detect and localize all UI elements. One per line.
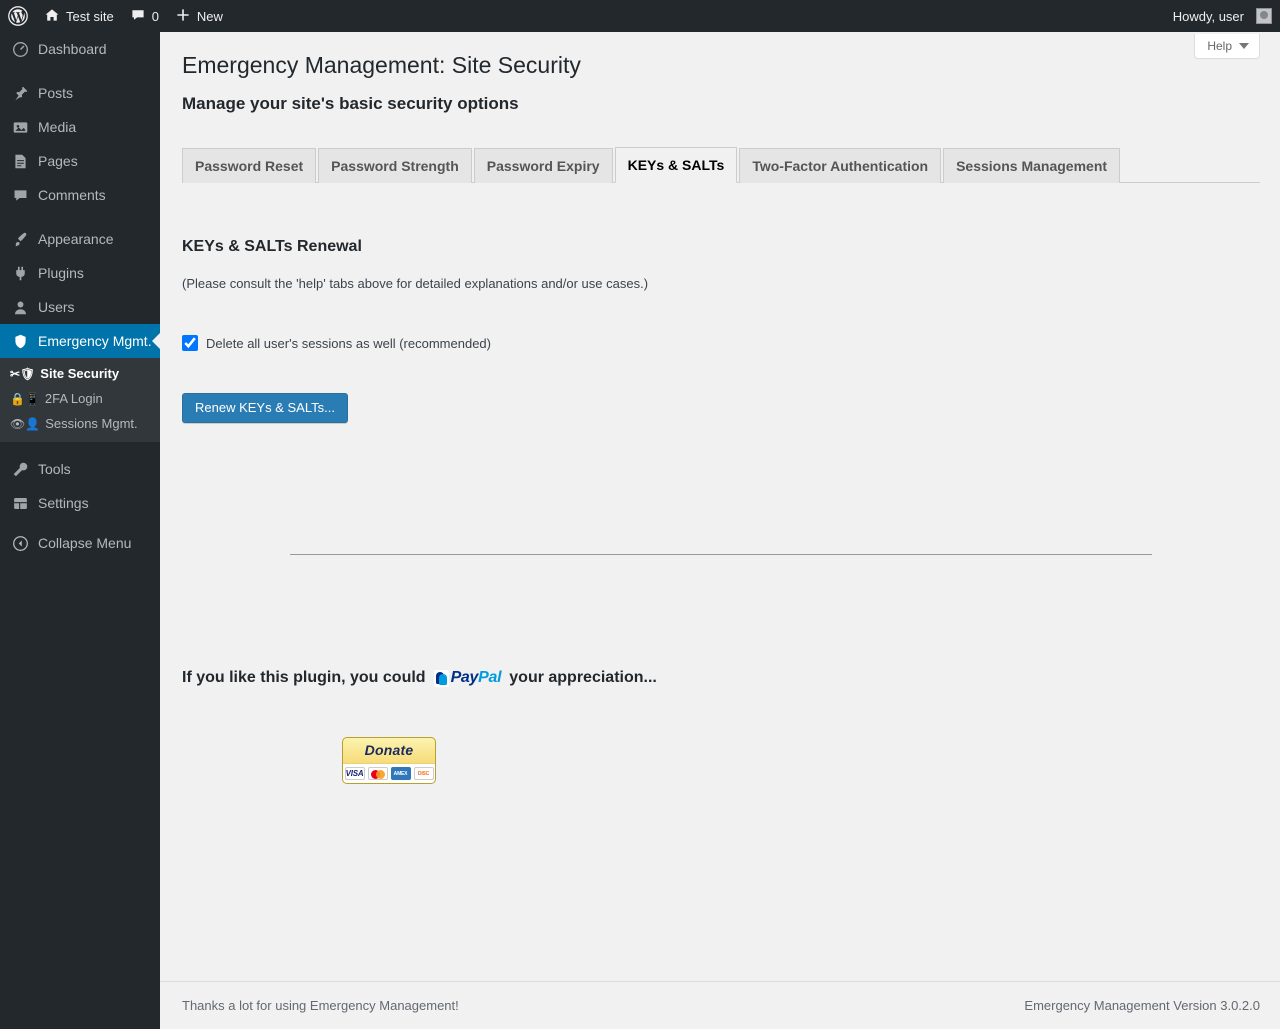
sidebar-item-label: Dashboard <box>38 41 107 57</box>
admin-sidebar <box>0 32 160 1029</box>
paypal-wordmark: PayPal <box>450 669 502 686</box>
scissors-shield-icon: ✂🛡 <box>10 366 36 381</box>
amex-card-icon: AMEX <box>391 767 411 780</box>
sidebar-subitem-label: 2FA Login <box>44 391 103 406</box>
page-icon <box>10 151 30 171</box>
howdy-label: Howdy, user <box>1172 8 1244 24</box>
sidebar-subitem-sessions-mgmt[interactable] <box>0 411 160 436</box>
paypal-logo-icon <box>434 669 502 687</box>
dashboard-icon <box>10 39 30 59</box>
tab-password-reset[interactable]: Password Reset <box>182 148 316 183</box>
comments-count: 0 <box>151 8 159 24</box>
wordpress-logo-icon <box>8 6 28 26</box>
page-title: Emergency Management: Site Security <box>182 52 581 78</box>
menu-separator <box>0 66 160 76</box>
admin-footer <box>160 981 1280 1029</box>
sidebar-item-plugins[interactable] <box>0 256 160 290</box>
sidebar-item-pages[interactable] <box>0 144 160 178</box>
sidebar-subitem-label: Sessions Mgmt. <box>45 416 138 431</box>
collapse-menu-label: Collapse Menu <box>38 535 132 551</box>
donation-text-before: If you like this plugin, you could <box>182 669 426 686</box>
sidebar-item-label: Posts <box>38 85 74 101</box>
sidebar-item-label: Media <box>38 119 77 135</box>
main-content <box>160 32 1280 1029</box>
comment-bubble-icon <box>10 185 30 205</box>
mastercard-card-icon <box>368 767 388 780</box>
sidebar-item-dashboard[interactable] <box>0 32 160 66</box>
tab-two-factor-authentication[interactable]: Two-Factor Authentication <box>739 148 941 183</box>
sidebar-item-label: Users <box>38 299 75 315</box>
tab-keys-salts[interactable]: KEYs & SALTs <box>615 147 738 183</box>
tab-password-expiry[interactable]: Password Expiry <box>474 148 613 183</box>
site-name-label: Test site <box>66 8 114 24</box>
sidebar-item-label: Pages <box>38 153 78 169</box>
sidebar-item-label: Appearance <box>38 231 114 247</box>
sidebar-subitem-site-security[interactable] <box>0 361 160 386</box>
plus-icon <box>175 7 191 26</box>
sidebar-item-posts[interactable] <box>0 76 160 110</box>
chevron-left-icon <box>10 533 30 553</box>
panel-heading: KEYs & SALTs Renewal <box>182 238 362 255</box>
pin-icon <box>10 83 30 103</box>
settings-icon <box>10 493 30 513</box>
sidebar-item-appearance[interactable] <box>0 222 160 256</box>
wordpress-logo-button[interactable] <box>0 0 36 32</box>
footer-version: Emergency Management Version 3.0.2.0 <box>1024 998 1260 1013</box>
menu-separator <box>0 212 160 222</box>
sidebar-subitem-2fa-login[interactable] <box>0 386 160 411</box>
eye-user-icon: 👁👤 <box>10 416 41 431</box>
home-icon <box>44 7 60 26</box>
menu-separator <box>0 442 160 452</box>
renew-keys-salts-button[interactable]: Renew KEYs & SALTs... <box>182 393 348 423</box>
page-subtitle: Manage your site's basic security options <box>182 94 519 113</box>
delete-sessions-checkbox[interactable] <box>182 335 198 351</box>
paypal-mark-icon <box>434 670 449 687</box>
sidebar-item-label: Settings <box>38 495 89 511</box>
comment-bubble-icon <box>130 7 146 26</box>
keys-salts-panel <box>160 183 1280 423</box>
donation-text <box>182 669 657 687</box>
sidebar-item-comments[interactable] <box>0 178 160 212</box>
chevron-down-icon <box>1239 39 1249 53</box>
sidebar-item-label: Comments <box>38 187 106 203</box>
panel-note: (Please consult the 'help' tabs above for detailed explanations and/or use cases.) <box>182 276 649 291</box>
donate-button-label: Donate <box>364 742 414 758</box>
user-icon <box>10 297 30 317</box>
visa-card-icon: VISA <box>345 769 364 778</box>
sidebar-item-label: Plugins <box>38 265 84 281</box>
donation-text-after: your appreciation... <box>509 669 657 686</box>
delete-sessions-label: Delete all user's sessions as well (recommended) <box>206 335 491 351</box>
delete-sessions-row <box>182 335 1258 351</box>
footer-thanks: Thanks a lot for using Emergency Management! <box>182 998 459 1013</box>
section-divider <box>290 554 1152 555</box>
new-content-button[interactable] <box>167 0 231 32</box>
sidebar-item-settings[interactable] <box>0 486 160 520</box>
tab-sessions-management[interactable]: Sessions Management <box>943 148 1120 183</box>
paypal-donate-button[interactable] <box>342 737 436 784</box>
sidebar-item-media[interactable] <box>0 110 160 144</box>
sidebar-item-label: Tools <box>38 461 71 477</box>
tab-password-strength[interactable]: Password Strength <box>318 148 472 183</box>
help-tab-label: Help <box>1207 39 1232 53</box>
sidebar-submenu-emergency-mgmt <box>0 358 160 442</box>
sidebar-item-label: Emergency Mgmt. <box>38 333 152 349</box>
accepted-cards <box>343 763 435 783</box>
plug-icon <box>10 263 30 283</box>
sidebar-item-tools[interactable] <box>0 452 160 486</box>
tab-bar <box>182 150 1260 183</box>
avatar <box>1256 8 1272 24</box>
new-label: New <box>196 8 223 24</box>
admin-bar <box>0 0 1280 32</box>
help-tab-button[interactable] <box>1194 34 1260 59</box>
sidebar-item-users[interactable] <box>0 290 160 324</box>
collapse-menu-button[interactable] <box>0 526 160 560</box>
media-icon <box>10 117 30 137</box>
comments-button[interactable] <box>122 0 167 32</box>
tools-icon <box>10 459 30 479</box>
sidebar-item-emergency-mgmt[interactable] <box>0 324 160 358</box>
shield-icon <box>10 331 30 351</box>
discover-card-icon: DISC <box>414 767 434 780</box>
lock-phone-icon: 🔒📱 <box>10 391 40 406</box>
howdy-user-menu[interactable] <box>1165 0 1280 32</box>
site-name-button[interactable] <box>36 0 122 32</box>
brush-icon <box>10 229 30 249</box>
sidebar-subitem-label: Site Security <box>40 366 120 381</box>
